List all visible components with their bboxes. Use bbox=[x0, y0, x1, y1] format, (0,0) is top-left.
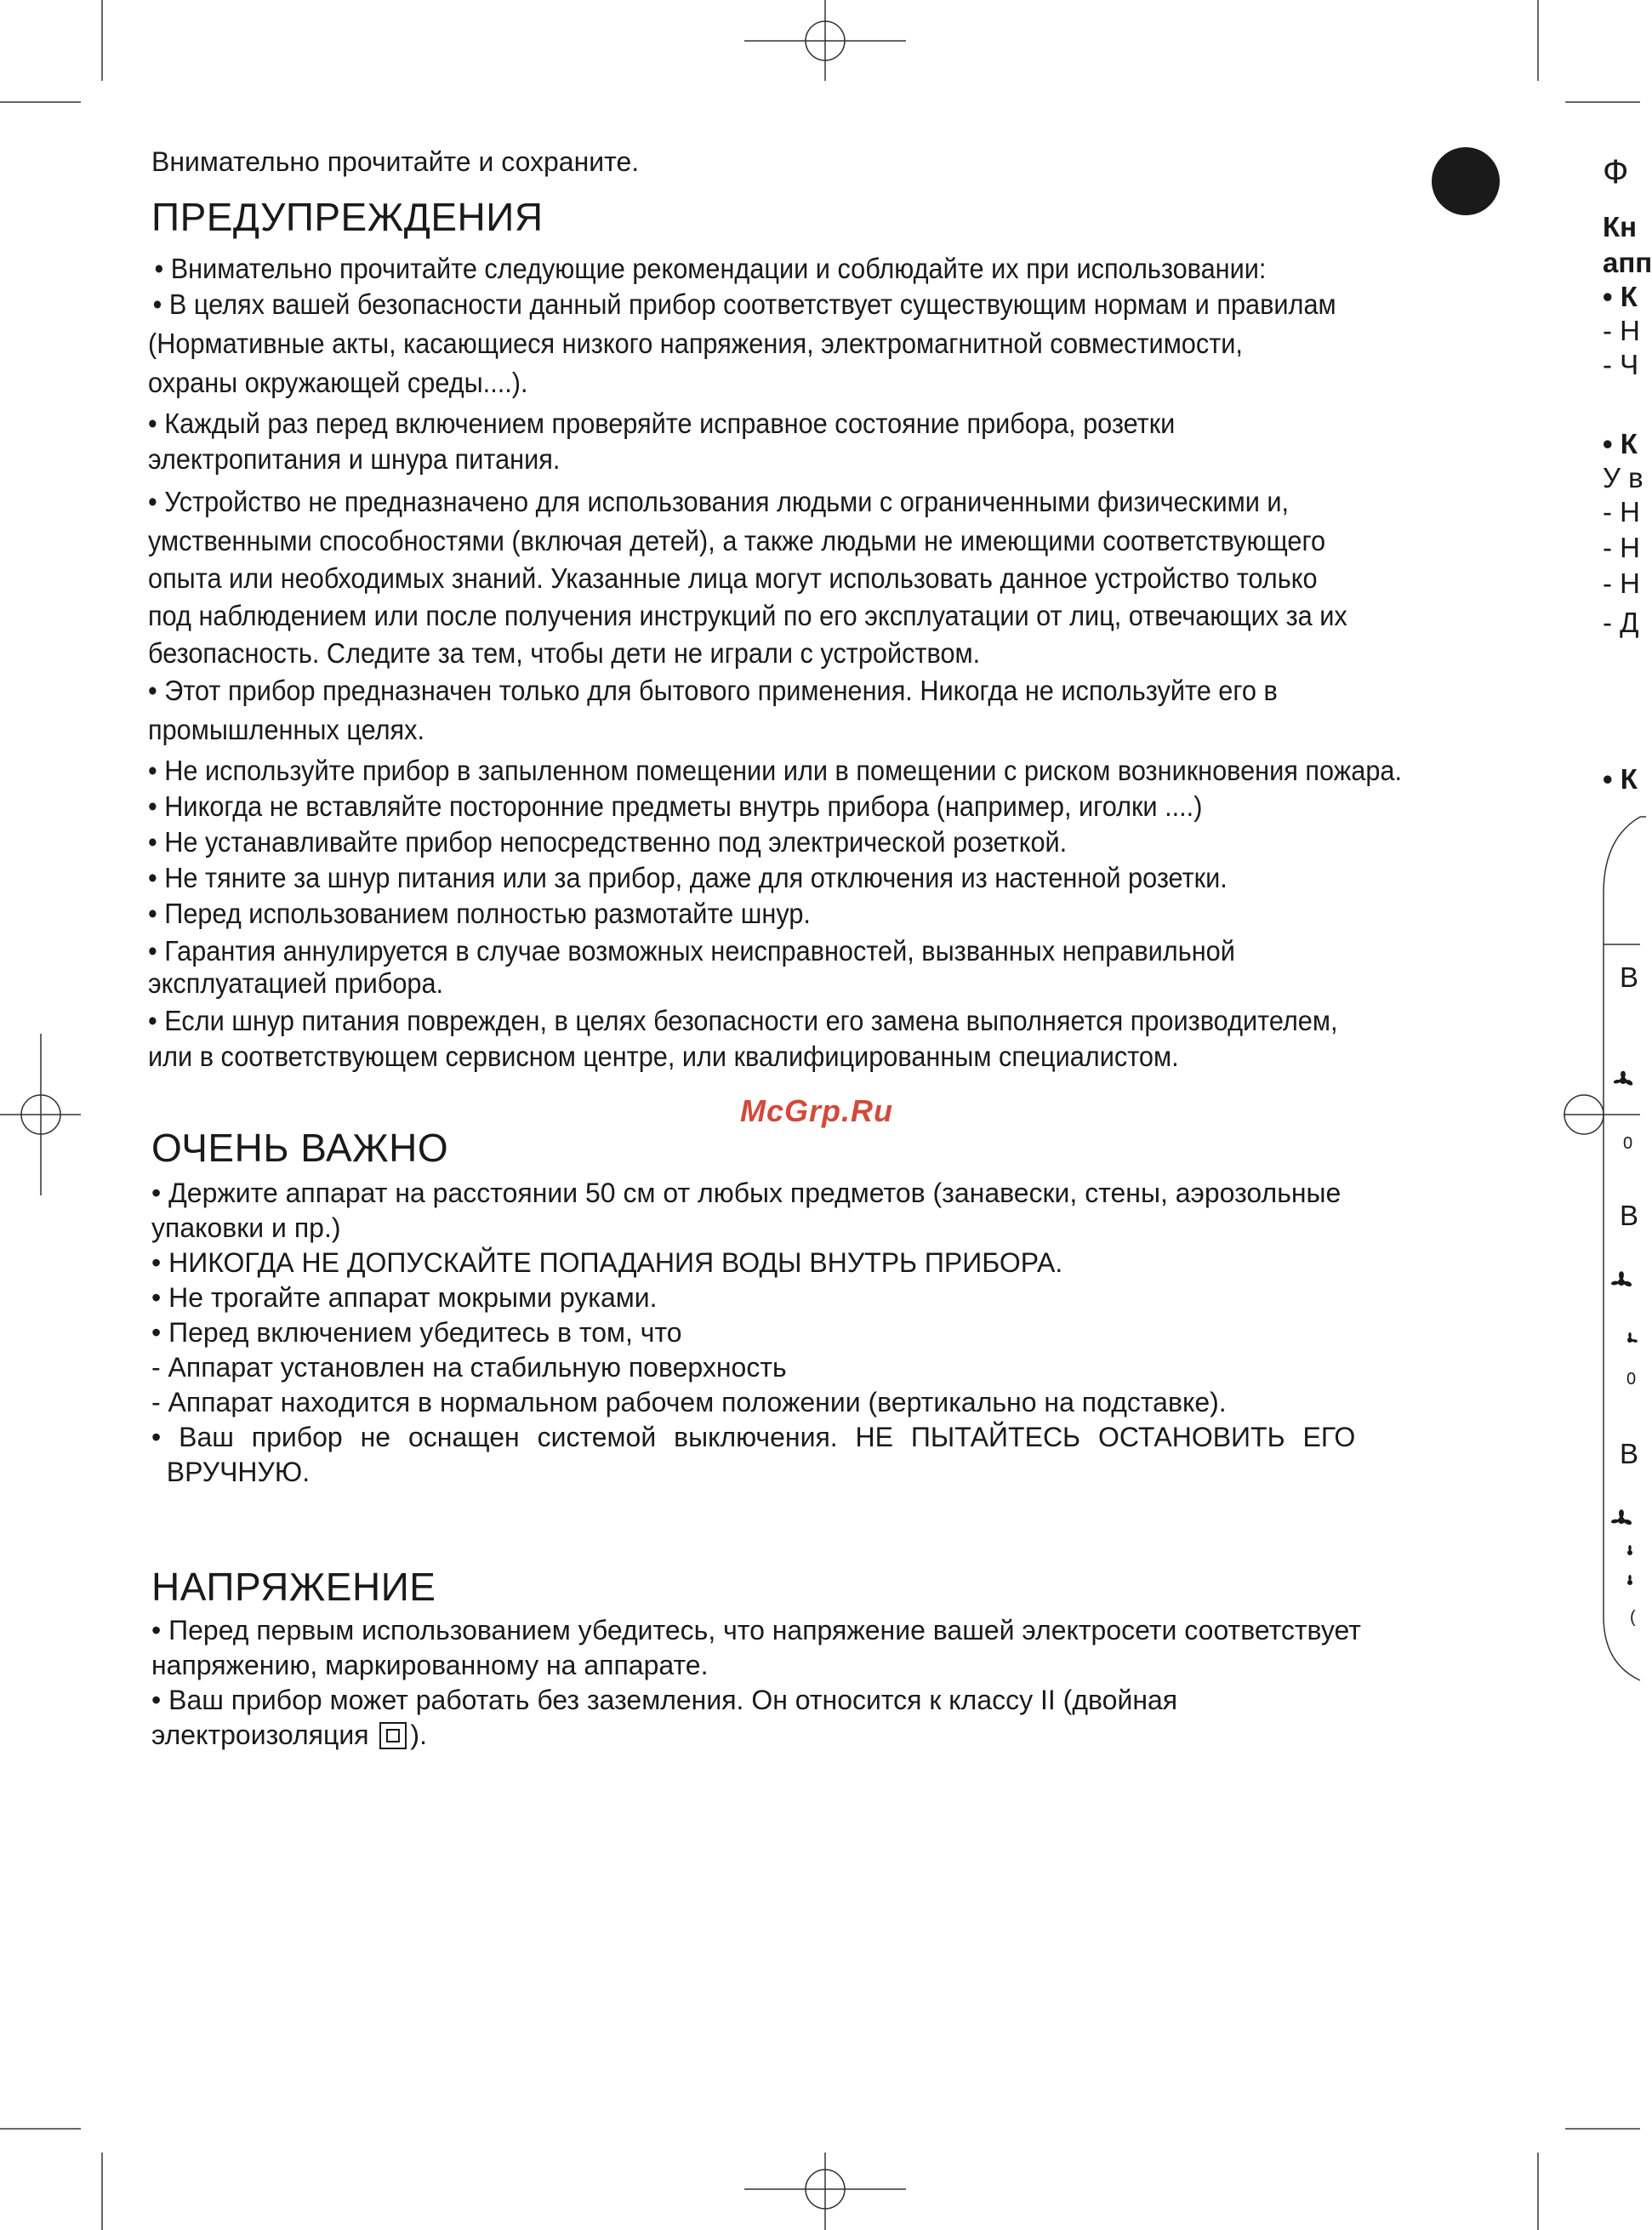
fan-icon-double bbox=[1604, 1263, 1640, 1366]
right-fragment-9: - Н bbox=[1603, 496, 1640, 528]
warning-p5-l1: • Этот прибор предназначен только для бытового применения. Никогда не используйте его в bbox=[148, 675, 1278, 706]
right-fragment-12: - Д bbox=[1603, 607, 1639, 638]
important-line-2: упаковки и пр.) bbox=[151, 1212, 341, 1243]
warning-p6-l1: • Не используйте прибор в запыленном помещении или в помещении с риском возникновения пожара. bbox=[148, 755, 1403, 786]
warning-p7-l1: • Гарантия аннулируется в случае возможных неисправностей, вызванных неправильной bbox=[148, 935, 1235, 967]
warning-p8-l2: или в соответствующем сервисном центре, или квалифицированным специалистом. bbox=[148, 1041, 1179, 1072]
warning-p3-l1: • Каждый раз перед включением проверяйте исправное состояние прибора, розетки bbox=[148, 408, 1176, 439]
right-fragment-15: 0 bbox=[1623, 1134, 1633, 1153]
warning-p8-l1: • Если шнур питания поврежден, в целях безопасности его замена выполняется производителем, bbox=[148, 1005, 1338, 1036]
important-line-1: • Держите аппарат на расстоянии 50 см от любых предметов (занавески, стены, аэрозольные bbox=[151, 1178, 1342, 1208]
voltage-title: НАПРЯЖЕНИЕ bbox=[151, 1565, 436, 1609]
right-fragment-3: апп bbox=[1603, 247, 1652, 278]
important-line-4: • Не трогайте аппарат мокрыми руками. bbox=[151, 1282, 658, 1313]
warning-p4-l5: безопасность. Следите за тем, чтобы дети не играли с устройством. bbox=[148, 637, 981, 669]
right-fragment-17: 0 bbox=[1626, 1370, 1637, 1389]
watermark: McGrp.Ru bbox=[740, 1093, 894, 1128]
right-fragment-1: Ф bbox=[1603, 153, 1629, 191]
voltage-line-1: • Перед первым использованием убедитесь, что напряжение вашей электросети соответствует bbox=[151, 1615, 1361, 1645]
warning-p1-l1: • Внимательно прочитайте следующие рекомендации и соблюдайте их при использовании: bbox=[154, 253, 1267, 284]
right-fragment-10: - Н bbox=[1603, 532, 1640, 563]
fan-icon-triple bbox=[1604, 1502, 1640, 1604]
double-insulation-icon bbox=[379, 1722, 407, 1749]
right-fragment-19: ( bbox=[1630, 1608, 1636, 1627]
right-fragment-13: • К bbox=[1603, 763, 1638, 795]
warning-p6-l5: • Перед использованием полностью размотайте шнур. bbox=[148, 898, 811, 929]
voltage-body bbox=[151, 1613, 1512, 1753]
important-line-8: • Ваш прибор не оснащен системой выключения. НЕ ПЫТАЙТЕСЬ ОСТАНОВИТЬ ЕГО bbox=[151, 1422, 1356, 1452]
intro-line: Внимательно прочитайте и сохраните. bbox=[151, 146, 640, 177]
right-fragment-6: - Ч bbox=[1603, 349, 1639, 380]
warning-p2-l3: охраны окружающей среды....). bbox=[148, 367, 528, 398]
warning-p6-l3: • Не устанавливайте прибор непосредственно под электрической розеткой. bbox=[148, 826, 1068, 858]
language-marker-dot bbox=[1432, 147, 1500, 215]
important-title: ОЧЕНЬ ВАЖНО bbox=[151, 1126, 449, 1170]
important-line-9: ВРУЧНУЮ. bbox=[151, 1457, 310, 1487]
important-line-6: - Аппарат установлен на стабильную поверхность bbox=[151, 1352, 787, 1383]
right-fragment-14: В bbox=[1620, 961, 1639, 993]
warning-p2-l2: (Нормативные акты, касающиеся низкого напряжения, электромагнитной совместимости, bbox=[148, 328, 1243, 359]
voltage-line-4-end: ). bbox=[410, 1720, 427, 1750]
fan-icon bbox=[1606, 1064, 1640, 1132]
warning-p5-l2: промышленных целях. bbox=[148, 714, 425, 745]
warning-p2-l1: • В целях вашей безопасности данный прибор соответствует существующим нормам и правилам bbox=[152, 288, 1336, 320]
right-fragment-18: В bbox=[1620, 1438, 1639, 1469]
voltage-line-4 bbox=[151, 1718, 1512, 1753]
warning-p3-l2: электропитания и шнура питания. bbox=[148, 443, 561, 475]
warning-p6-l4: • Не тяните за шнур питания или за прибор, даже для отключения из настенной розетки. bbox=[148, 862, 1228, 893]
important-body bbox=[151, 1176, 1512, 1490]
right-fragment-11: - Н bbox=[1603, 567, 1640, 599]
warnings-title: ПРЕДУПРЕЖДЕНИЯ bbox=[151, 195, 544, 239]
voltage-line-2: напряжению, маркированному на аппарате. bbox=[151, 1650, 709, 1680]
right-fragment-7: • К bbox=[1603, 428, 1638, 459]
right-fragment-8: У в bbox=[1603, 462, 1643, 493]
voltage-line-3: • Ваш прибор может работать без заземления. Он относится к классу II (двойная bbox=[151, 1685, 1178, 1715]
right-fragment-2: Кн bbox=[1603, 211, 1638, 242]
important-line-7: - Аппарат находится в нормальном рабочем положении (вертикально на подставке). bbox=[151, 1387, 1227, 1417]
important-line-5: • Перед включением убедитесь в том, что bbox=[151, 1317, 682, 1348]
voltage-line-4-text: электроизоляция bbox=[151, 1720, 377, 1750]
important-line-3: • НИКОГДА НЕ ДОПУСКАЙТЕ ПОПАДАНИЯ ВОДЫ ВНУТРЬ ПРИБОРА. bbox=[151, 1247, 1063, 1278]
warning-p4-l3: опыта или необходимых знаний. Указанные лица могут использовать данное устройство только bbox=[148, 562, 1318, 594]
right-fragment-4: • К bbox=[1603, 281, 1638, 312]
warning-p6-l2: • Никогда не вставляйте посторонние предметы внутрь прибора (например, иголки ....) bbox=[148, 790, 1203, 822]
warning-p4-l2: умственными способностями (включая детей), а также людьми не имеющими соответствующего bbox=[148, 525, 1326, 556]
warnings-body bbox=[148, 251, 1509, 1075]
warning-p4-l4: под наблюдением или после получения инструкций по его эксплуатации от лиц, отвечающих за их bbox=[148, 600, 1347, 631]
warning-p7-l2: эксплуатацией прибора. bbox=[148, 967, 444, 999]
warning-p4-l1: • Устройство не предназначено для использования людьми с ограниченными физическими и, bbox=[148, 486, 1290, 517]
right-fragment-16: В bbox=[1620, 1200, 1639, 1231]
right-fragment-5: - Н bbox=[1603, 315, 1640, 346]
